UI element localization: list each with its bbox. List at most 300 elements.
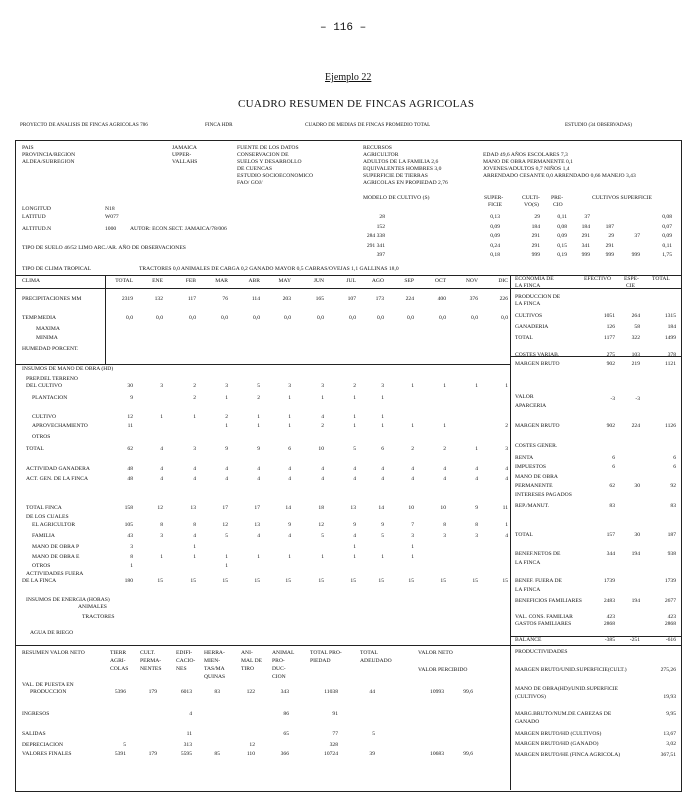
margen-bruto: MARGEN BRUTO [515,361,560,367]
model-cell: 0,09 [662,233,672,239]
labor-cell: 1 [353,554,356,560]
precip-cell: 132 [154,296,163,302]
labor-cell: 15 [378,578,384,584]
summary-row-label: INGRESOS [22,711,50,717]
labor-label: DE LA FINCA [22,578,57,584]
month-header-cell: ENE [152,278,163,284]
labor-cell: 17 [254,505,260,511]
summary-cell: 10683 [430,751,444,757]
provincia-label: PROVINCIA/REGION [22,152,76,158]
labor-cell: 4 [288,533,291,539]
labor-cell: 1 [288,395,291,401]
edad-line: MANO DE OBRA PERMANENTE 0,1 [483,159,573,165]
labor-label: EL AGRICULTOR [32,522,76,528]
month-header-cell: SEP [404,278,414,284]
labor-cell: 1 [257,414,260,420]
summary-cell: 86 [283,711,289,717]
labor-label: OTROS [32,434,51,440]
labor-cell: 9 [353,522,356,528]
provincia-value: UPPER- [172,152,192,158]
val-cons-familiar-val: 423 [667,614,676,620]
prod-title: PRODUCCION DE [515,294,561,300]
labor-cell: 4 [193,476,196,482]
labor-cell: 180 [124,578,133,584]
labor-cell: 1 [130,563,133,569]
permanente-val: 30 [634,483,640,489]
model-cell: 187 [605,223,614,230]
precip-cell: 376 [469,296,478,302]
temp-cell: 0,0 [126,315,133,321]
rep-manut-val: 83 [609,503,615,509]
labor-label: TOTAL FINCA [26,505,62,511]
productividad-row: MARG.BRUTO/NUM.DE CABEZAS DE [515,711,612,717]
labor-cell: 12 [318,522,324,528]
benef-familiares: BENEFICIOS FAMILIARES [515,598,582,604]
fuente-line: SUELOS Y DESARROLLO [237,159,302,165]
summary-cell: 5 [123,742,126,748]
labor-cell: 62 [127,446,133,452]
fuente-line: FUENTE DE LOS DATOS [237,145,299,151]
labor-label: OTROS [32,563,51,569]
animales-label: ANIMALES [78,604,107,610]
labor-cell: 4 [353,476,356,482]
labor-cell: 4 [505,476,508,482]
recursos-line: ADULTOS DE LA FAMILIA 2,6 [363,159,439,165]
labor-cell: 8 [443,522,446,528]
edad-line: EDAD 49,6 AÑOS ESCOLARES 7,3 [483,152,568,158]
benef-familiares-val: 2677 [664,598,676,604]
labor-title: INSUMOS DE MANO DE OBRA (HD) [22,366,114,372]
labor-cell: 1 [475,383,478,389]
temp-cell: 0,0 [253,315,260,321]
aldea-label: ALDEA/SUBREGION [22,159,75,165]
labor-cell: 3 [288,383,291,389]
summary-cell: 343 [280,689,289,695]
summary-cell: 91 [332,711,338,717]
labor-cell: 4 [411,466,414,472]
summary-header: CULT. [140,650,156,656]
summary-header: NES [176,666,187,672]
temp-cell: 0,0 [501,315,508,321]
labor-label: ACTIVIDADES FUERA [26,571,84,577]
summary-cell: 83 [214,689,220,695]
labor-cell: 43 [127,533,133,539]
summary-row-label: VAL. DE PUESTA EN [22,682,74,688]
edad-line: ARRENDADO CESANTE 0,0 ARRENDADO 0,66 MANEJO 3,43 [483,173,636,179]
labor-cell: 9 [475,505,478,511]
prod-total-val: 1177 [604,335,615,341]
labor-cell: 48 [127,476,133,482]
aldea-value: VALLAHS [172,159,198,165]
summary-cell: 11 [186,731,192,737]
labor-cell: 8 [475,522,478,528]
model-cell: 999 [605,252,614,258]
clima-type-label: TIPO DE CLIMA TROPICAL [22,266,92,272]
labor-cell: 1 [225,423,228,429]
model-header: CULTIVOS SUPERFICIE [592,195,652,201]
summary-header: ANI- [241,650,253,656]
summary-row-label: PRODUCCION [30,689,67,695]
pais-value: JAMAICA [172,145,197,151]
labor-cell: 158 [124,505,133,511]
summary-cell: 328 [329,742,338,748]
costes-variab-val: 103 [631,352,640,358]
summary-cell: 11038 [324,689,338,695]
balance-val: -251 [629,637,640,643]
labor-cell: 6 [381,446,384,452]
labor-cell: 1 [475,446,478,452]
productividad-val: 275,26 [660,667,676,673]
summary-row-label: VALORES FINALES [22,751,72,757]
rep-manut: REP./MANUT. [515,503,550,509]
rep-manut-val: 83 [670,503,676,509]
labor-cell: 1 [193,414,196,420]
labor-cell: 1 [321,395,324,401]
temp-cell: 0,0 [156,315,163,321]
benef-fuera: BENEF. FUERA DE [515,578,562,584]
month-header-cell: FEB [185,278,196,284]
labor-label: MANO DE OBRA P [32,544,80,550]
summary-header: EDIFI- [176,650,193,656]
permanente-val: 92 [670,483,676,489]
summary-cell: 5 [372,731,375,737]
maxima-label: MAXIMA [36,326,60,332]
summary-header: RESUMEN VALOR NETO [22,650,85,656]
labor-cell: 1 [381,554,384,560]
benef-fuera-val: 1739 [603,578,615,584]
month-header-cell: JUN [313,278,324,284]
summary-header: PERMA- [140,658,162,664]
model-cell: 0,24 [490,242,500,249]
prod-total-val: 1499 [664,335,676,341]
labor-cell: 4 [288,476,291,482]
aparceria-val: -3 [610,396,615,402]
estudio-label: ESTUDIO (34 OBSERVADAS) [565,122,632,128]
labor-cell: 1 [193,544,196,550]
longitud-label: LONGITUD [22,206,51,212]
labor-cell: 4 [160,446,163,452]
labor-cell: 4 [443,466,446,472]
summary-header: HERRA- [204,650,225,656]
month-header-cell: NOV [465,278,478,284]
labor-cell: 1 [443,383,446,389]
summary-cell: 5396 [114,689,126,695]
labor-cell: 4 [475,476,478,482]
labor-cell: 2 [321,423,324,429]
labor-cell: 3 [443,533,446,539]
page-number: – 116 – [320,22,367,34]
gastos-familiares: GASTOS FAMILIARES [515,621,572,627]
benef-familiares-val: 194 [631,598,640,604]
summary-cell: 99,6 [463,751,473,757]
model-header: CIO [553,202,563,208]
labor-cell: 4 [193,466,196,472]
labor-cell: 5 [257,383,260,389]
labor-cell: 15 [472,578,478,584]
productividad-row: (CULTIVOS) [515,694,546,700]
labor-cell: 3 [381,383,384,389]
prod-cultivos-val: 1051 [603,313,615,319]
month-header-cell: MAY [278,278,291,284]
month-header-cell: TOTAL [115,278,133,284]
productividad-row: GANADO [515,719,540,725]
labor-cell: 17 [222,505,228,511]
labor-cell: 105 [124,522,133,528]
altitud-value: 1000 [105,226,117,232]
costes-total: TOTAL [515,532,533,538]
labor-cell: 12 [127,414,133,420]
margen-bruto-2-val: 224 [631,423,640,429]
labor-cell: 2 [193,395,196,401]
labor-cell: 2 [193,383,196,389]
prod-cultivos-val: 1315 [664,313,676,319]
summary-cell: 122 [246,689,255,695]
costes-variab-val: 378 [667,352,676,358]
divider [15,275,681,276]
precip-cell: 114 [251,296,260,302]
labor-cell: 2 [257,395,260,401]
model-cell: 999 [581,252,590,258]
labor-cell: 5 [381,533,384,539]
labor-cell: 2 [411,446,414,452]
model-cell: 37 [584,214,590,220]
labor-cell: 3 [475,533,478,539]
model-cell: 291 341 [366,242,385,249]
labor-cell: 10 [440,505,446,511]
prod-total: TOTAL [515,335,533,341]
summary-cell: 4 [189,711,192,717]
labor-cell: 12 [157,505,163,511]
prod-total-val: 322 [631,335,640,341]
aparceria-val: -3 [635,396,640,402]
labor-label: PREP.DEL TERRENO [26,376,78,382]
labor-cell: 1 [193,554,196,560]
summary-cell: 12 [249,742,255,748]
labor-cell: 4 [288,466,291,472]
valor-label: VALOR [515,394,534,400]
labor-cell: 2 [225,414,228,420]
labor-cell: 1 [353,395,356,401]
labor-cell: 15 [285,578,291,584]
margen-bruto-2: MARGEN BRUTO [515,423,560,429]
labor-cell: 15 [502,578,508,584]
productividad-val: 367,51 [660,752,676,758]
summary-header: COLAS [110,666,129,672]
labor-cell: 9 [381,522,384,528]
precip-cell: 107 [347,296,356,302]
labor-cell: 1 [411,544,414,550]
margen-bruto-val: 219 [631,361,640,367]
precip-cell: 226 [499,296,508,302]
labor-cell: 4 [321,414,324,420]
labor-cell: 1 [160,554,163,560]
temp-label: TEMP.MEDIA [22,315,57,321]
labor-cell: 1 [225,395,228,401]
productividad-val: 3,02 [666,741,676,747]
temp-cell: 0,0 [189,315,196,321]
humedad-label: HUMEDAD PORCENT. [22,346,79,352]
total-header: TOTAL [652,276,670,282]
labor-cell: 4 [475,466,478,472]
divider [15,645,681,646]
model-header: PRE- [551,195,564,201]
labor-cell: 1 [411,554,414,560]
benef-fuera-label: LA FINCA [515,587,541,593]
model-cell: 0,15 [557,242,567,249]
model-cell: 284 338 [366,233,385,239]
model-cell: 0,13 [490,214,500,220]
model-header: CULTI- [522,195,540,201]
labor-cell: 4 [353,533,356,539]
labor-cell: 13 [350,505,356,511]
prod-cultivos: CULTIVOS [515,313,543,319]
labor-cell: 4 [321,466,324,472]
labor-cell: 15 [440,578,446,584]
labor-cell: 1 [225,554,228,560]
model-cell: 0,07 [662,223,672,230]
temp-cell: 0,0 [471,315,478,321]
recursos-line: SUPERFICIE DE TIERRAS [363,173,428,179]
prod-ganaderia-val: 58 [634,324,640,330]
divider [15,288,681,289]
labor-cell: 10 [408,505,414,511]
summary-cell: 6013 [180,689,192,695]
precip-cell: 224 [405,296,414,302]
labor-label: CULTIVO [32,414,57,420]
labor-cell: 15 [157,578,163,584]
model-cell: 0,08 [557,223,567,230]
labor-cell: 1 [225,563,228,569]
altitud-label: ALTITUD.N [22,226,52,232]
benef-netos-val: 194 [631,551,640,557]
labor-cell: 9 [288,522,291,528]
benef-netos-val: 344 [606,551,615,557]
gastos-familiares-val: 2868 [603,621,615,627]
labor-cell: 1 [353,544,356,550]
model-cell: 0,18 [490,252,500,258]
recursos-line: RECURSOS [363,145,392,151]
labor-cell: 1 [381,423,384,429]
edad-line: JOVENES/ADULTOS 0,7 NIÑOS 1,4 [483,166,570,172]
margen-bruto-val: 902 [606,361,615,367]
temp-cell: 0,0 [407,315,414,321]
labor-cell: 2 [505,423,508,429]
productividad-title: PRODUCTIVIDADES [515,649,568,655]
model-cell: 0,09 [557,233,567,239]
temp-cell: 0,0 [439,315,446,321]
labor-cell: 2 [353,383,356,389]
labor-cell: 10 [318,446,324,452]
productividad-val: 9,95 [666,711,676,717]
labor-cell: 4 [411,476,414,482]
labor-label: ACTIVIDAD GANADERA [26,466,90,472]
summary-header: PIEDAD [310,658,331,664]
fuente-line: FAO/ GOJ/ [237,180,263,186]
summary-header: AGRI- [110,658,126,664]
recursos-line: EQUIVALENTES HOMBRES 3,0 [363,166,442,172]
model-cell: 1,75 [662,252,672,258]
summary-cell: 366 [280,751,289,757]
prod-ganaderia-val: 184 [667,324,676,330]
model-cell: 184 [581,223,590,230]
balance: BALANCE [515,637,542,643]
model-header: VO(S) [524,202,539,208]
model-cell: 184 [531,223,540,230]
benef-familiares-val: 2483 [603,598,615,604]
labor-cell: 30 [127,383,133,389]
benef-netos: BENEF.NETOS DE [515,551,561,557]
summary-cell: 313 [183,742,192,748]
impuestos-val: 6 [612,464,615,470]
labor-cell: 1 [411,383,414,389]
prod-title: LA FINCA [515,301,541,307]
labor-cell: 4 [505,466,508,472]
intereses-label: INTERESES PAGADOS [515,492,572,498]
labor-label: MANO DE OBRA E [32,554,80,560]
renta: RENTA [515,455,534,461]
labor-cell: 1 [353,423,356,429]
precip-cell: 2319 [121,296,133,302]
project-label: PROYECTO DE ANALISIS DE FINCAS AGRICOLAS 786 [20,122,148,128]
summary-header: VALOR PERCIBIDO [418,667,468,673]
agua-label: AGUA DE RIEGO [30,630,74,636]
minima-label: MINIMA [36,335,58,341]
summary-cell: 39 [369,751,375,757]
summary-cell: 5595 [180,751,192,757]
summary-header: CION [272,674,286,680]
val-cons-familiar-val: 423 [606,614,615,620]
impuestos-val: 6 [673,464,676,470]
summary-header: CACIO- [176,658,196,664]
summary-cell: 110 [246,751,255,757]
model-cell: 291 [531,242,540,249]
benef-netos-val: 938 [667,551,676,557]
precip-label: PRECIPITACIONES MM [22,296,82,302]
precip-cell: 203 [282,296,291,302]
summary-cell: 10993 [430,689,444,695]
mano-obra-label: MANO DE OBRA [515,474,558,480]
model-title: MODELO DE CULTIVO (S) [363,195,430,201]
renta-val: 6 [673,455,676,461]
labor-label: PLANTACION [32,395,68,401]
model-cell: 0,09 [490,223,500,230]
labor-cell: 14 [378,505,384,511]
labor-cell: 4 [225,466,228,472]
labor-label: APROVECHAMIENTO [32,423,88,429]
especie-header: ESPE- [624,276,639,282]
balance-val: -385 [604,637,615,643]
costes-total-val: 30 [634,532,640,538]
especie-header: CIE [626,283,636,289]
model-cell: 29 [534,214,540,220]
model-cell: 341 [581,242,590,249]
pais-label: PAIS [22,145,34,151]
model-cell: 0,08 [662,214,672,220]
labor-cell: 1 [257,423,260,429]
summary-header: QUINAS [204,674,226,680]
month-header-cell: JUL [346,278,356,284]
summary-row-label: DEPRECIACION [22,742,64,748]
val-cons-familiar: VAL. CONS. FAMILIAR [515,614,573,620]
model-cell: 291 [531,233,540,239]
fuente-line: ESTUDIO SOCIOECONOMICO [237,173,313,179]
precip-cell: 117 [187,296,196,302]
summary-cell: 179 [148,751,157,757]
labor-cell: 4 [160,466,163,472]
margen-bruto-val: 1121 [665,361,676,367]
labor-label: TOTAL [26,446,44,452]
labor-cell: 3 [160,533,163,539]
